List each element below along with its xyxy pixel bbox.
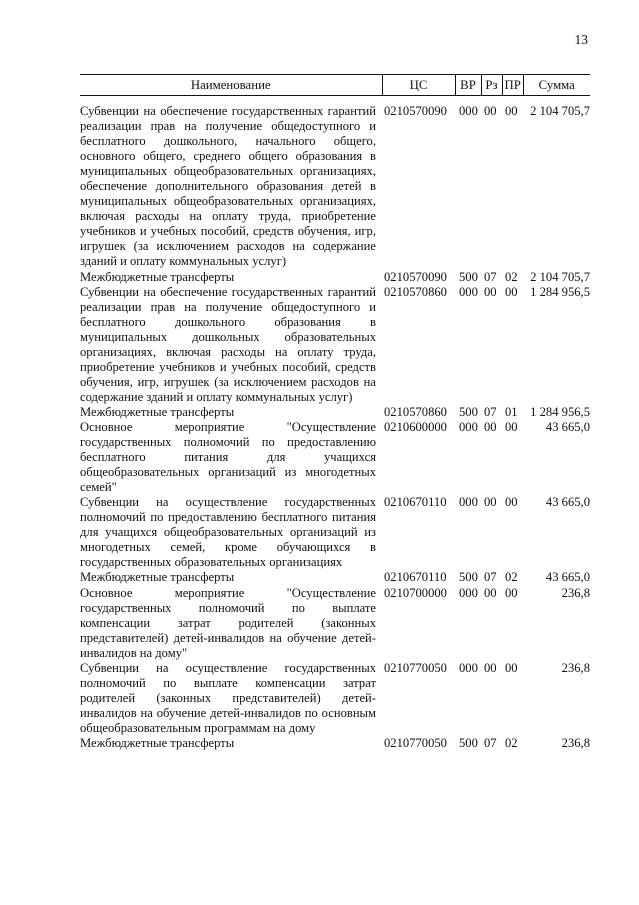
header-name: Наименование <box>80 75 382 96</box>
table-row <box>80 96 590 270</box>
row-sum: 236,8 <box>561 735 590 750</box>
row-cs: 0210570860 <box>384 284 447 299</box>
row-rz: 07 <box>484 404 497 419</box>
row-vr: 000 <box>459 104 478 118</box>
row-cs: 0210670110 <box>384 495 447 510</box>
row-sum: 236,8 <box>561 660 590 675</box>
row-pr: 02 <box>505 735 518 750</box>
row-rz: 00 <box>484 585 497 600</box>
header-rz: Рз <box>481 75 502 96</box>
row-name: Межбюджетные трансферты <box>80 735 235 750</box>
row-cs: 0210570860 <box>384 404 447 419</box>
row-pr: 00 <box>505 495 518 510</box>
row-pr: 00 <box>505 419 518 434</box>
row-name: Межбюджетные трансферты <box>80 570 235 585</box>
page-number: 13 <box>574 32 588 47</box>
row-cs: 0210670110 <box>384 570 447 585</box>
row-rz: 07 <box>484 269 497 284</box>
row-vr: 000 <box>459 585 478 600</box>
table-row <box>80 570 590 585</box>
row-rz: 00 <box>484 284 497 299</box>
row-sum: 2 104 705,7 <box>530 104 590 118</box>
row-rz: 00 <box>484 495 497 510</box>
row-vr: 500 <box>459 404 478 419</box>
row-cs: 0210770050 <box>384 735 447 750</box>
row-name: Субвенции на обеспечение государственных гарантий реализации прав на получение общедоступного и бесплатного дошкольного, начального общего, основного общего, среднего общего образования в муниципальных общеобразовательных организациях, обеспечение дополнительного образования детей в муниципальных общеобразовательных организациях, включая расходы на оплату труда, приобретение учебников и учебных пособий, средств обучения, игр, игрушек (за исключением расходов на содержание зданий и оплату коммунальных услуг) <box>80 104 376 269</box>
row-sum: 236,8 <box>561 585 590 600</box>
row-name: Основное мероприятие "Осуществление государственных полномочий по выплате компенсации затрат родителей (законных представителей) детей-инвалидов на обучение детей-инвалидов на дому" <box>80 585 376 660</box>
table-header-row <box>80 75 590 96</box>
row-cs: 0210770050 <box>384 660 447 675</box>
row-pr: 02 <box>505 570 518 585</box>
table-row <box>80 420 590 495</box>
table-row <box>80 270 590 285</box>
row-vr: 000 <box>459 419 478 434</box>
row-cs: 0210700000 <box>384 585 447 600</box>
header-cs: ЦС <box>382 75 455 96</box>
row-rz: 07 <box>484 735 497 750</box>
row-sum: 1 284 956,5 <box>530 404 590 419</box>
row-rz: 00 <box>484 660 497 675</box>
row-name: Межбюджетные трансферты <box>80 404 235 419</box>
row-vr: 500 <box>459 735 478 750</box>
row-name: Межбюджетные трансферты <box>80 269 235 284</box>
row-name: Основное мероприятие "Осуществление государственных полномочий по предоставлению бесплатного питания для учащихся общеобразовательных организаций из многодетных семей" <box>80 419 376 495</box>
header-pr: ПР <box>502 75 523 96</box>
header-sum: Сумма <box>523 75 590 96</box>
row-vr: 000 <box>459 495 478 510</box>
row-rz: 07 <box>484 570 497 585</box>
row-vr: 000 <box>459 660 478 675</box>
row-pr: 01 <box>505 404 518 419</box>
row-pr: 00 <box>505 660 518 675</box>
row-pr: 00 <box>505 284 518 299</box>
row-vr: 500 <box>459 269 478 284</box>
table-row <box>80 285 590 405</box>
row-cs: 0210570090 <box>384 104 447 118</box>
table-row <box>80 661 590 736</box>
table-row <box>80 495 590 570</box>
row-name: Субвенции на обеспечение государственных гарантий реализации прав на получение общедоступного и бесплатного дошкольного образования в муниципальных дошкольных образовательных организациях, включая расходы на оплату труда, приобретение учебников и учебных пособий, средств обучения, игр, игрушек (за исключением расходов на содержание зданий и оплату коммунальных услуг) <box>80 284 376 404</box>
row-name: Субвенции на осуществление государственных полномочий по предоставлению бесплатного питания для учащихся общеобразовательных организаций из многодетных семей, кроме обучающихся в государственных образовательных организациях <box>80 495 376 570</box>
table-row <box>80 405 590 420</box>
budget-table <box>80 74 590 751</box>
row-sum: 2 104 705,7 <box>530 269 590 284</box>
row-pr: 00 <box>505 104 518 118</box>
row-rz: 00 <box>484 419 497 434</box>
row-vr: 500 <box>459 570 478 585</box>
row-sum: 43 665,0 <box>545 495 590 510</box>
row-sum: 43 665,0 <box>545 570 590 585</box>
row-cs: 0210570090 <box>384 269 447 284</box>
table-row <box>80 586 590 661</box>
header-vr: ВР <box>455 75 481 96</box>
row-sum: 43 665,0 <box>545 419 590 434</box>
row-pr: 00 <box>505 585 518 600</box>
table-row <box>80 736 590 751</box>
row-name: Субвенции на осуществление государственных полномочий по выплате компенсации затрат родителей (законных представителей) детей-инвалидов на обучение детей-инвалидов по основным общеобразовательным программам на дому <box>80 660 376 735</box>
row-cs: 0210600000 <box>384 419 447 434</box>
row-rz: 00 <box>484 104 497 118</box>
row-vr: 000 <box>459 284 478 299</box>
row-sum: 1 284 956,5 <box>530 284 590 299</box>
row-pr: 02 <box>505 269 518 284</box>
